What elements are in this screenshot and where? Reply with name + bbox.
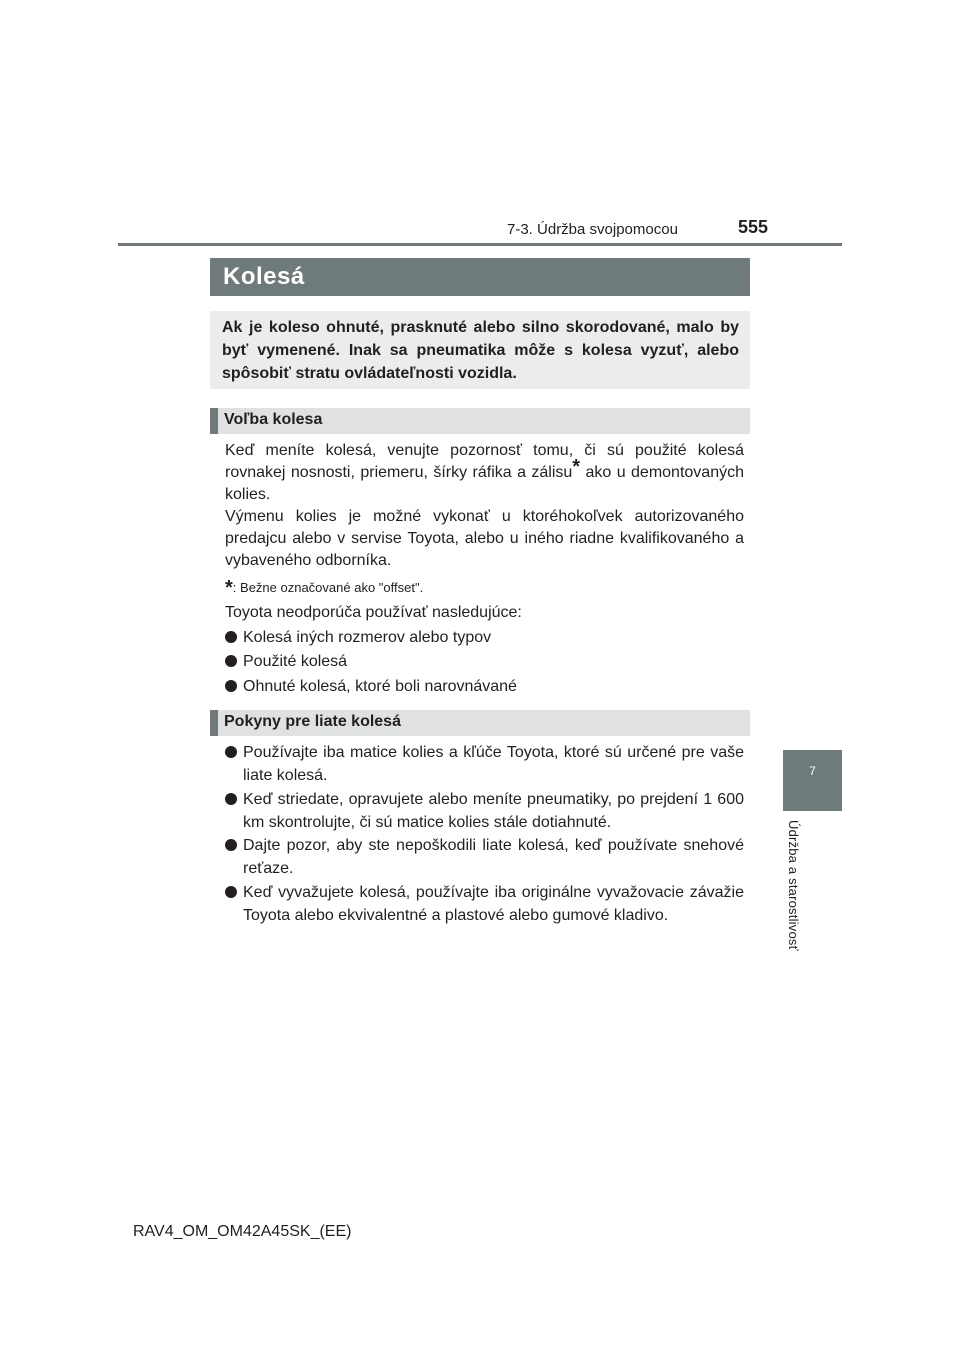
not-recommended-intro: Toyota neodporúča používať nasledujúce: [225, 604, 522, 621]
subheading-bar-wheel-selection [210, 408, 750, 434]
list-item [225, 675, 744, 698]
document-code: RAV4_OM_OM42A45SK_(EE) [133, 1223, 352, 1240]
paragraph-2: Výmenu kolies je možné vykonať u ktoréhokoľvek autorizovaného predajcu alebo v servise Toyota, alebo u iného riadne kvalifikovaného a vybaveného odborníka. [225, 508, 744, 569]
list-item-text: Dajte pozor, aby ste nepoškodili liate kolesá, keď používate snehové reťaze. [243, 837, 744, 877]
bullet-icon [225, 886, 237, 898]
footnote-text: : Bežne označované ako "offset". [232, 580, 424, 595]
paragraph-1-text-b: ako u demontovaných kolies. [225, 464, 744, 503]
header-rule [118, 243, 842, 246]
intro-box: Ak je koleso ohnuté, prasknuté alebo silno skorodované, malo by byť vymenené. Inak sa pneumatika môže s kolesa vyzuť, alebo spôsobiť stratu ovládateľnosti vozidla. [210, 311, 750, 389]
paragraph-1-text-a: Keď meníte kolesá, venujte pozornosť tomu, či sú použité kolesá rovnakej nosnosti, priemeru, šírky ráfika a zálisu [225, 442, 744, 481]
list-item [225, 650, 744, 673]
subheading-alloy-wheels: Pokyny pre liate kolesá [224, 713, 401, 730]
list-item-text: Kolesá iných rozmerov alebo typov [243, 629, 492, 646]
bullet-icon [225, 655, 237, 667]
list-item [225, 834, 744, 880]
list-item [225, 741, 744, 787]
footnote-marker: * [225, 577, 233, 599]
list-item-text: Ohnuté kolesá, ktoré boli narovnávané [243, 678, 517, 695]
list-item [225, 881, 744, 927]
footnote [225, 575, 423, 598]
section-title-bar [210, 258, 750, 296]
bullet-icon [225, 631, 237, 643]
chapter-number: 7 [809, 764, 816, 778]
list-item-text: Používajte iba matice kolies a kľúče Toyota, ktoré sú určené pre vaše liate kolesá. [243, 744, 744, 784]
list-item [225, 626, 744, 649]
bullet-icon [225, 746, 237, 758]
subheading-wheel-selection: Voľba kolesa [224, 411, 323, 428]
footnote-star: * [572, 456, 581, 478]
list-item-text: Použité kolesá [243, 653, 348, 670]
section-title: Kolesá [223, 263, 305, 290]
paragraph-wheel-choice [225, 440, 744, 572]
bullet-icon [225, 793, 237, 805]
list-item [225, 788, 744, 834]
running-header-section: 7-3. Údržba svojpomocou [507, 221, 678, 238]
chapter-tab [783, 750, 842, 811]
bullet-icon [225, 839, 237, 851]
list-item-text: Keď striedate, opravujete alebo meníte pneumatiky, po prejdení 1 600 km skontrolujte, či sú matice kolies stále dotiahnuté. [243, 791, 744, 831]
subheading-bar-alloy-wheels [210, 710, 750, 736]
bullet-icon [225, 680, 237, 692]
list-item-text: Keď vyvažujete kolesá, používajte iba originálne vyvažovacie závažie Toyota alebo ekvivalentné a plastové alebo gumové kladivo. [243, 884, 744, 924]
page-number: 555 [738, 217, 769, 237]
paragraph-1 [225, 440, 744, 506]
chapter-label: Údržba a starostlivosť [786, 820, 801, 951]
